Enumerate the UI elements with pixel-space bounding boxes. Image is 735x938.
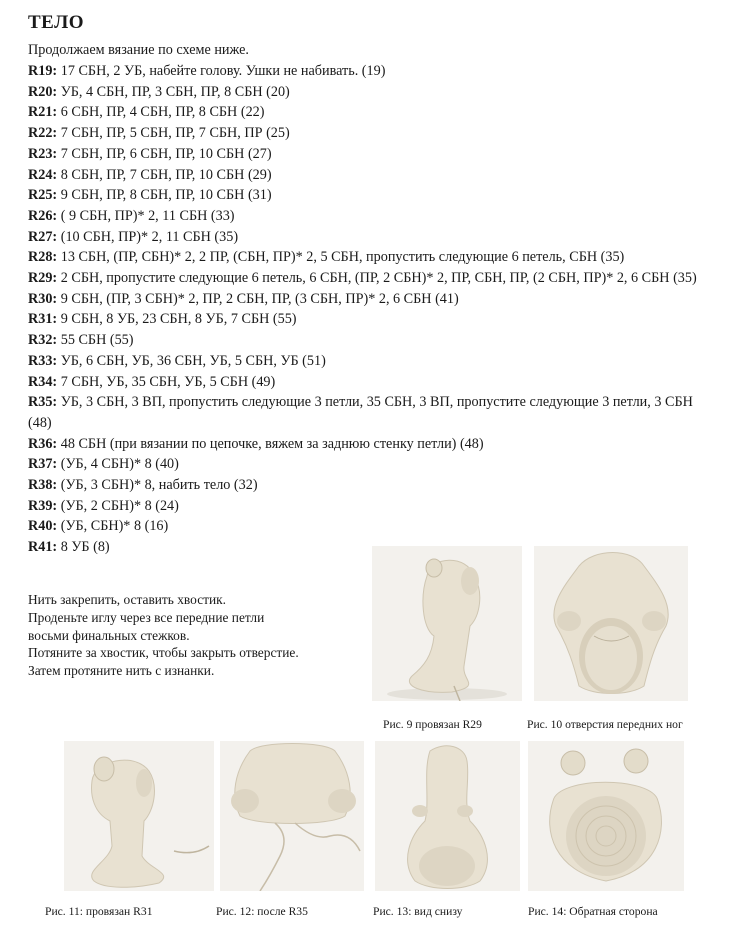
finishing-line: Проденьте иглу через все передние петли (28, 609, 265, 625)
row-text: 9 СБН, 8 УБ, 23 СБН, 8 УБ, 7 СБН (55) (57, 311, 297, 328)
figure-14-photo (528, 741, 684, 891)
row-text: УБ, 6 СБН, УБ, 36 СБН, УБ, 5 СБН, УБ (51) (57, 352, 326, 369)
pattern-row (28, 516, 718, 537)
pattern-row (28, 123, 718, 144)
finishing-instructions (28, 591, 299, 680)
row-text: 2 СБН, пропустите следующие 6 петель, 6 СБН, (ПР, 2 СБН)* 2, ПР, СБН, ПР, (2 СБН, ПР)* 2, 6 СБН (35) (57, 270, 697, 287)
finishing-line: Потяните за хвостик, чтобы закрыть отверстие. (28, 645, 299, 661)
pattern-row (28, 61, 718, 82)
figure-10-caption: Рис. 10 отверстия передних ног (527, 718, 683, 731)
row-text: 55 СБН (55) (57, 332, 134, 349)
row-label: R36: (28, 435, 58, 452)
pattern-row (28, 165, 718, 186)
row-text: (УБ, 4 СБН)* 8 (40) (57, 456, 179, 473)
row-text: 7 СБН, ПР, 5 СБН, ПР, 7 СБН, ПР (25) (57, 125, 290, 142)
row-label: R27: (28, 228, 58, 245)
row-text: (УБ, 3 СБН)* 8, набить тело (32) (57, 477, 258, 494)
row-label: R34: (28, 373, 58, 390)
row-text: 48 СБН (при вязании по цепочке, вяжем за заднюю стенку петли) (48) (57, 435, 484, 452)
row-label: R19: (28, 63, 58, 79)
pattern-row (28, 309, 718, 330)
row-label: R24: (28, 166, 58, 183)
pattern-row (28, 351, 718, 372)
row-label: R28: (28, 249, 58, 266)
pattern-row (28, 102, 718, 123)
figure-13-caption: Рис. 13: вид снизу (373, 905, 463, 918)
row-text: 8 СБН, ПР, 7 СБН, ПР, 10 СБН (29) (57, 166, 272, 183)
row-label: R33: (28, 352, 58, 369)
row-text: (10 СБН, ПР)* 2, 11 СБН (35) (57, 228, 239, 245)
row-text: ( 9 СБН, ПР)* 2, 11 СБН (33) (57, 207, 235, 224)
row-text: 9 СБН, ПР, 8 СБН, ПР, 10 СБН (31) (57, 187, 272, 204)
row-label: R31: (28, 311, 58, 328)
pattern-row (28, 392, 718, 433)
figure-11-photo (64, 741, 214, 891)
row-text: 7 СБН, УБ, 35 СБН, УБ, 5 СБН (49) (57, 373, 276, 390)
figure-12-photo (220, 741, 364, 891)
row-text: (УБ, СБН)* 8 (16) (57, 518, 169, 535)
pattern-row (28, 268, 718, 289)
pattern-row (28, 185, 718, 206)
figure-14-caption: Рис. 14: Обратная сторона (528, 905, 658, 918)
pattern-row (28, 227, 718, 248)
row-label: R25: (28, 187, 58, 204)
pattern-row (28, 496, 718, 517)
finishing-line: Затем протяните нить с изнанки. (28, 663, 215, 679)
finishing-line: Нить закрепить, оставить хвостик. (28, 592, 227, 607)
row-text: УБ, 4 СБН, ПР, 3 СБН, ПР, 8 СБН (20) (57, 83, 290, 100)
pattern-rows (28, 61, 718, 558)
row-label: R40: (28, 518, 58, 535)
row-text: УБ, 3 СБН, 3 ВП, пропустить следующие 3 петли, 35 СБН, 3 ВП, пропустите следующие 3 петли, 3 СБН (48) (28, 394, 693, 431)
pattern-row (28, 475, 718, 496)
finishing-line: восьми финальных стежков. (28, 627, 190, 643)
pattern-row (28, 434, 718, 455)
pattern-row (28, 330, 718, 351)
row-text: 6 СБН, ПР, 4 СБН, ПР, 8 СБН (22) (57, 104, 265, 121)
pattern-row (28, 144, 718, 165)
figure-11-caption: Рис. 11: провязан R31 (45, 905, 153, 918)
row-label: R37: (28, 456, 58, 473)
row-text: 8 УБ (8) (57, 539, 110, 556)
pattern-row (28, 372, 718, 393)
row-label: R29: (28, 270, 58, 287)
pattern-row (28, 82, 718, 103)
figure-10-photo (534, 546, 688, 701)
row-label: R35: (28, 394, 58, 411)
pattern-row (28, 289, 718, 310)
row-label: R22: (28, 125, 58, 142)
row-label: R30: (28, 290, 58, 307)
pattern-row (28, 454, 718, 475)
section-title: ТЕЛО (28, 12, 85, 33)
row-text: (УБ, 2 СБН)* 8 (24) (57, 497, 179, 514)
row-label: R32: (28, 332, 58, 349)
row-label: R39: (28, 497, 58, 514)
row-text: 13 СБН, (ПР, СБН)* 2, 2 ПР, (СБН, ПР)* 2, 5 СБН, пропустить следующие 6 петель, СБН (35) (57, 249, 625, 266)
pattern-row (28, 247, 718, 268)
row-text: 7 СБН, ПР, 6 СБН, ПР, 10 СБН (27) (57, 145, 272, 162)
row-label: R20: (28, 83, 58, 100)
row-label: R26: (28, 207, 58, 224)
figure-13-photo (375, 741, 520, 891)
figure-12-caption: Рис. 12: после R35 (216, 905, 308, 918)
row-label: R21: (28, 104, 58, 121)
figure-9-photo (372, 546, 522, 701)
row-text: 9 СБН, (ПР, 3 СБН)* 2, ПР, 2 СБН, ПР, (3 СБН, ПР)* 2, 6 СБН (41) (57, 290, 459, 307)
row-label: R23: (28, 145, 58, 162)
figure-9-caption: Рис. 9 провязан R29 (383, 718, 482, 731)
row-text: 17 СБН, 2 УБ, набейте голову. Ушки не набивать. (19) (57, 63, 386, 79)
row-label: R38: (28, 477, 58, 494)
row-label: R41: (28, 539, 58, 556)
pattern-row (28, 206, 718, 227)
intro-text: Продолжаем вязание по схеме ниже. (28, 42, 249, 58)
